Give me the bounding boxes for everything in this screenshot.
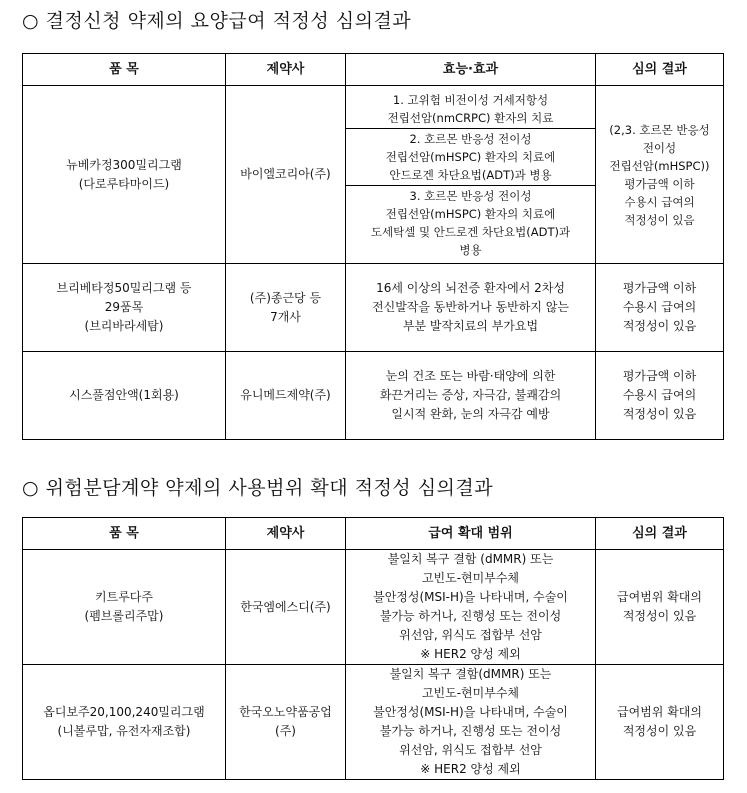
- scope-line: 불일치 복구 결함 (dMMR) 또는: [387, 552, 554, 566]
- product-ingredient: (니볼루맙, 유전자재조합): [57, 724, 191, 738]
- efficacy-line: 화끈거리는 증상, 자극감, 불쾌감의: [379, 388, 562, 402]
- scope-line: 불안정성(MSI-H)을 나타내며, 수술이: [373, 705, 568, 719]
- company-name: 한국엠에스디(주): [240, 599, 331, 614]
- result-line: 적정성이 있음: [622, 319, 697, 333]
- result-line: (2,3. 호르몬 반응성: [609, 122, 710, 137]
- result-line: 급여범위 확대의: [617, 590, 702, 604]
- result-line: 적정성이 있음: [624, 212, 695, 227]
- efficacy-line: 1. 고위험 비전이성 거세저항성: [392, 92, 549, 107]
- efficacy-line: 전립선암(mHSPC) 환자의 치료에: [385, 206, 556, 221]
- efficacy-line: 전신발작을 동반하거나 동반하지 않는: [372, 300, 569, 314]
- result-line: 평가금액 이하: [622, 369, 697, 383]
- company-cell: [226, 550, 346, 665]
- result-line: 평가금액 이하: [622, 281, 697, 295]
- section2-title: ○ 위험분담계약 약제의 사용범위 확대 적정성 심의결과: [22, 477, 494, 499]
- risk-sharing-results-table: [22, 517, 724, 780]
- company-cell: [226, 665, 346, 780]
- scope-line: 위선암, 위식도 접합부 선암: [399, 743, 542, 757]
- scope-cell: [346, 665, 596, 780]
- result-line: 전립선암(mHSPC)): [609, 158, 710, 173]
- result-line: 적정성이 있음: [622, 724, 697, 738]
- result-line: 적정성이 있음: [622, 407, 697, 421]
- header-product: 품 목: [23, 54, 226, 86]
- header-scope: 급여 확대 범위: [346, 518, 596, 550]
- efficacy-line: 눈의 건조 또는 바람·태양에 의한: [385, 369, 556, 383]
- table-row: [23, 264, 724, 352]
- product-cell: [23, 550, 226, 665]
- product-name: 브리베타정50밀리그램 등: [56, 281, 192, 295]
- table-row: [23, 86, 724, 264]
- product-count: 29품목: [104, 300, 144, 314]
- table-row: [23, 550, 724, 665]
- company-name: 유니메드제약(주): [240, 388, 331, 402]
- header-company: 제약사: [226, 54, 346, 86]
- company-cell: [226, 264, 346, 352]
- result-line: 수용시 급여의: [622, 300, 697, 314]
- header-company: 제약사: [226, 518, 346, 550]
- efficacy-line: 병용: [459, 242, 482, 257]
- efficacy-line: 안드로겐 차단요법(ADT)과 병용: [389, 167, 552, 182]
- result-line: 전이성: [642, 140, 677, 155]
- company-name: 한국오노약품공업: [239, 705, 332, 719]
- product-name: 키트루다주: [95, 590, 153, 604]
- result-cell: [596, 264, 724, 352]
- scope-line: 고빈도-현미부수체: [421, 571, 520, 585]
- result-cell: [596, 550, 724, 665]
- product-name: 뉴베카정300밀리그램: [66, 157, 182, 172]
- efficacy-item-2: [346, 128, 595, 185]
- efficacy-cell: [346, 86, 596, 264]
- scope-note: ※ HER2 양성 제외: [420, 762, 521, 776]
- table-header-row: [23, 518, 724, 550]
- product-cell: [23, 86, 226, 264]
- result-cell: [596, 665, 724, 780]
- product-ingredient: (브리바라세탐): [84, 319, 164, 333]
- product-ingredient: (다로루타마이드): [78, 176, 170, 191]
- product-name: 옵디보주20,100,240밀리그램: [43, 705, 205, 719]
- product-name: 시스풀점안액(1회용): [69, 388, 179, 402]
- section1-title: ○ 결정신청 약제의 요양급여 적정성 심의결과: [22, 10, 412, 32]
- result-line: 수용시 급여의: [622, 388, 697, 402]
- efficacy-line: 3. 호르몬 반응성 전이성: [409, 188, 532, 203]
- header-result: 심의 결과: [596, 518, 724, 550]
- efficacy-cell: [346, 352, 596, 440]
- efficacy-line: 부분 발작치료의 부가요법: [402, 319, 539, 333]
- result-cell: [596, 352, 724, 440]
- result-line: 급여범위 확대의: [617, 705, 702, 719]
- company-count: 7개사: [270, 309, 301, 324]
- product-cell: [23, 352, 226, 440]
- header-product: 품 목: [23, 518, 226, 550]
- company-name-suffix: (주): [275, 724, 296, 738]
- result-line: 수용시 급여의: [624, 194, 695, 209]
- decision-results-table: [22, 53, 724, 440]
- table-header-row: [23, 54, 724, 86]
- efficacy-line: 도세탁셀 및 안드로겐 차단요법(ADT)과: [370, 224, 571, 239]
- scope-cell: [346, 550, 596, 665]
- efficacy-line: 일시적 완화, 눈의 자극감 예방: [391, 407, 550, 421]
- result-line: 적정성이 있음: [622, 609, 697, 623]
- efficacy-item-3: [346, 185, 595, 260]
- efficacy-line: 2. 호르몬 반응성 전이성: [409, 131, 532, 146]
- scope-line: 불일치 복구 결함(dMMR) 또는: [389, 667, 552, 681]
- efficacy-line: 16세 이상의 뇌전증 환자에서 2차성: [376, 281, 565, 295]
- result-cell: [596, 86, 724, 264]
- scope-line: 불안정성(MSI-H)을 나타내며, 수술이: [373, 590, 568, 604]
- company-name: (주)종근당 등: [249, 290, 322, 305]
- scope-line: 불가능 하거나, 진행성 또는 전이성: [379, 724, 562, 738]
- efficacy-item-1: [346, 90, 595, 128]
- table-row: [23, 665, 724, 780]
- scope-line: 불가능 하거나, 진행성 또는 전이성: [379, 609, 562, 623]
- efficacy-line: 전립선암(mHSPC) 환자의 치료에: [385, 149, 556, 164]
- product-ingredient: (펨브롤리주맙): [84, 609, 164, 623]
- efficacy-cell: [346, 264, 596, 352]
- scope-line: 고빈도-현미부수체: [421, 686, 520, 700]
- company-cell: [226, 352, 346, 440]
- result-line: 평가금액 이하: [624, 176, 695, 191]
- scope-line: 위선암, 위식도 접합부 선암: [399, 628, 542, 642]
- product-cell: [23, 264, 226, 352]
- table-row: [23, 352, 724, 440]
- company-name: 바이엘코리아(주): [240, 167, 331, 181]
- efficacy-line: 전립선암(nmCRPC) 환자의 치료: [387, 110, 554, 125]
- scope-note: ※ HER2 양성 제외: [420, 647, 521, 661]
- header-result: 심의 결과: [596, 54, 724, 86]
- header-efficacy: 효능·효과: [346, 54, 596, 86]
- product-cell: [23, 665, 226, 780]
- company-cell: [226, 86, 346, 264]
